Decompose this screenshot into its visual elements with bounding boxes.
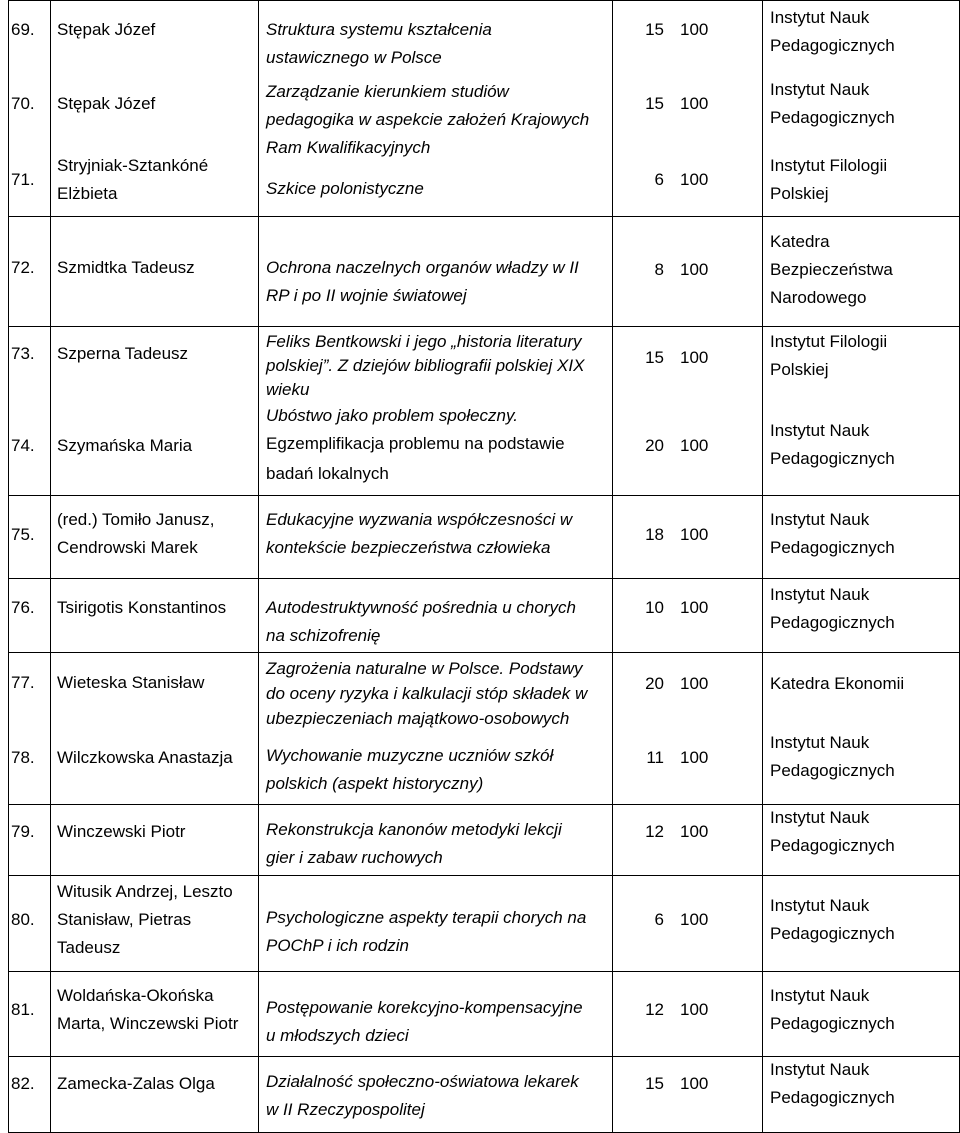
page-count: 100 (680, 674, 709, 693)
author-line: Stryjniak-Sztankóné (57, 156, 209, 175)
institution-line: Instytut Nauk (770, 986, 870, 1005)
page-count: 100 (680, 1000, 709, 1019)
copies-count: 8 (654, 260, 664, 279)
title-line: Autodestruktywność pośrednia u chorych (266, 598, 576, 617)
institution-line: Instytut Nauk (770, 585, 870, 604)
page-count: 100 (680, 822, 709, 841)
institution (770, 417, 895, 473)
institution (770, 892, 895, 948)
page-count: 100 (680, 525, 709, 544)
row-border (8, 652, 960, 653)
copies-count: 12 (645, 822, 664, 841)
publication-title (266, 594, 576, 650)
row-number: 73. (11, 344, 35, 363)
row-border (8, 971, 960, 972)
institution-line: Polskiej (770, 360, 829, 379)
title-line: Działalność społeczno-oświatowa lekarek (266, 1072, 579, 1091)
copies-count: 15 (645, 348, 664, 367)
page-count: 100 (680, 94, 709, 113)
title-line: w II Rzeczypospolitej (266, 1100, 425, 1119)
title-line: Ochrona naczelnych organów władzy w II (266, 258, 579, 277)
copies-count: 11 (646, 748, 664, 767)
title-line: na schizofrenię (266, 626, 381, 645)
publication-title (266, 330, 584, 402)
title-line: ustawicznego w Polsce (266, 48, 442, 67)
title-line: polskiej”. Z dziejów bibliografii polskiej XIX (266, 356, 585, 375)
author-name (57, 152, 208, 208)
title-line: badań lokalnych (266, 464, 389, 483)
institution-line: Instytut Nauk (770, 1060, 870, 1079)
row-number: 82. (11, 1074, 35, 1093)
row-number: 71. (11, 170, 35, 189)
column-border (50, 0, 51, 1133)
author-name (57, 878, 233, 962)
institution-line: Instytut Nauk (770, 80, 870, 99)
title-line: wieku (266, 380, 310, 399)
column-border (8, 0, 9, 1133)
publication-title (266, 742, 553, 798)
institution-line: Pedagogicznych (770, 449, 895, 468)
institution-line: Instytut Nauk (770, 8, 870, 27)
page-count: 100 (680, 910, 709, 929)
author-line: Elżbieta (57, 184, 118, 203)
institution-line: Instytut Nauk (770, 510, 870, 529)
institution (770, 4, 895, 60)
institution-line: Pedagogicznych (770, 1014, 895, 1033)
title-line: Zagrożenia naturalne w Polsce. Podstawy (266, 659, 583, 678)
row-border (8, 326, 960, 327)
title-line: RP i po II wojnie światowej (266, 286, 467, 305)
institution-line: Instytut Filologii (770, 332, 888, 351)
page-count: 100 (680, 170, 709, 189)
author-line: Stanisław, Pietras (57, 910, 192, 929)
publication-title (266, 16, 492, 72)
title-line: pedagogika w aspekcie założeń Krajowych (266, 110, 590, 129)
row-number: 75. (11, 525, 35, 544)
title-line: Feliks Bentkowski i jego „historia literatury (266, 332, 582, 351)
author-name: Stępak Józef (57, 20, 156, 39)
author-name: Wieteska Stanisław (57, 673, 205, 692)
row-number: 79. (11, 822, 35, 841)
author-line: Woldańska-Okońska (57, 986, 214, 1005)
page-count: 100 (680, 1074, 709, 1093)
row-number: 80. (11, 910, 35, 929)
author-name (57, 506, 214, 562)
author-line: Witusik Andrzej, Leszto (57, 882, 233, 901)
row-number: 76. (11, 598, 35, 617)
author-name: Winczewski Piotr (57, 822, 186, 841)
institution-line: Pedagogicznych (770, 36, 895, 55)
author-name: Szmidtka Tadeusz (57, 258, 195, 277)
institution-line: Instytut Nauk (770, 733, 870, 752)
author-name: Szperna Tadeusz (57, 344, 189, 363)
page-count: 100 (680, 436, 709, 455)
author-line: Cendrowski Marek (57, 538, 198, 557)
copies-count: 15 (645, 20, 664, 39)
publication-title (266, 78, 589, 162)
author-name: Stępak Józef (57, 94, 156, 113)
institution-line: Instytut Filologii (770, 156, 888, 175)
title-line: polskich (aspekt historyczny) (266, 774, 484, 793)
institution (770, 506, 895, 562)
title-line: Psychologiczne aspekty terapii chorych na (266, 908, 587, 927)
publication-title (266, 506, 572, 562)
row-number: 78. (11, 748, 35, 767)
author-name: Tsirigotis Konstantinos (57, 598, 227, 617)
author-name (57, 982, 238, 1038)
copies-count: 15 (645, 1074, 664, 1093)
copies-count: 20 (645, 436, 664, 455)
title-line: Ubóstwo jako problem społeczny. (266, 406, 518, 425)
copies-count: 6 (654, 170, 664, 189)
institution (770, 729, 895, 785)
publication-title (266, 1068, 579, 1124)
title-line: Zarządzanie kierunkiem studiów (266, 82, 509, 101)
institution-line: Pedagogicznych (770, 836, 895, 855)
publication-title (266, 904, 586, 960)
institution (770, 804, 895, 860)
row-number: 74. (11, 436, 35, 455)
row-number: 69. (11, 20, 35, 39)
title-line: Struktura systemu kształcenia (266, 20, 492, 39)
column-border (762, 0, 763, 1133)
publication-title (266, 994, 583, 1050)
institution-line: Polskiej (770, 184, 829, 203)
author-name: Wilczkowska Anastazja (57, 748, 233, 767)
title-line: kontekście bezpieczeństwa człowieka (266, 538, 551, 557)
title-line: Edukacyjne wyzwania współczesności w (266, 510, 573, 529)
publication-title (266, 403, 565, 489)
title-line: gier i zabaw ruchowych (266, 848, 443, 867)
row-number: 77. (11, 673, 35, 692)
author-line: (red.) Tomiło Janusz, (57, 510, 215, 529)
author-line: Marta, Winczewski Piotr (57, 1014, 239, 1033)
copies-count: 20 (645, 674, 664, 693)
title-line: Ram Kwalifikacyjnych (266, 138, 431, 157)
title-line: Wychowanie muzyczne uczniów szkół (266, 746, 554, 765)
copies-count: 12 (645, 1000, 664, 1019)
publication-title (266, 816, 562, 872)
title-line: POChP i ich rodzin (266, 936, 409, 955)
row-number: 72. (11, 258, 35, 277)
title-line: Postępowanie korekcyjno-kompensacyjne (266, 998, 583, 1017)
institution-line: Pedagogicznych (770, 761, 895, 780)
row-number: 70. (11, 94, 35, 113)
title-line: u młodszych dzieci (266, 1026, 409, 1045)
institution-line: Pedagogicznych (770, 538, 895, 557)
institution (770, 228, 893, 312)
page-count: 100 (680, 748, 709, 767)
title-line: do oceny ryzyka i kalkulacji stóp składek w (266, 684, 588, 703)
publication-title: Szkice polonistyczne (266, 179, 424, 198)
institution-line: Pedagogicznych (770, 108, 895, 127)
institution (770, 982, 895, 1038)
institution-line: Instytut Nauk (770, 896, 870, 915)
institution-line: Instytut Nauk (770, 808, 870, 827)
author-name: Zamecka-Zalas Olga (57, 1074, 215, 1093)
copies-count: 15 (645, 94, 664, 113)
title-line: Rekonstrukcja kanonów metodyki lekcji (266, 820, 562, 839)
title-line: Egzemplifikacja problemu na podstawie (266, 434, 565, 453)
page-count: 100 (680, 598, 709, 617)
institution-line: Narodowego (770, 288, 867, 307)
page-count: 100 (680, 20, 709, 39)
row-border (8, 216, 960, 217)
institution-line: Pedagogicznych (770, 1088, 895, 1107)
author-name: Szymańska Maria (57, 436, 193, 455)
institution-line: Pedagogicznych (770, 924, 895, 943)
institution-line: Instytut Nauk (770, 421, 870, 440)
title-line: ubezpieczeniach majątkowo-osobowych (266, 709, 570, 728)
column-border (258, 0, 259, 1133)
institution-line: Katedra (770, 232, 830, 251)
author-line: Tadeusz (57, 938, 121, 957)
page-count: 100 (680, 260, 709, 279)
row-number: 81. (11, 1000, 35, 1019)
institution (770, 1056, 895, 1112)
row-border (8, 578, 960, 579)
institution (770, 76, 895, 132)
row-border (8, 875, 960, 876)
publication-title (266, 254, 579, 310)
institution: Katedra Ekonomii (770, 674, 905, 693)
page-count: 100 (680, 348, 709, 367)
copies-count: 18 (645, 525, 664, 544)
copies-count: 6 (654, 910, 664, 929)
copies-count: 10 (645, 598, 664, 617)
institution-line: Bezpieczeństwa (770, 260, 893, 279)
institution (770, 152, 887, 208)
publication-title (266, 656, 587, 731)
row-border (8, 0, 960, 1)
row-border (8, 495, 960, 496)
institution (770, 328, 887, 384)
institution (770, 581, 895, 637)
institution-line: Pedagogicznych (770, 613, 895, 632)
